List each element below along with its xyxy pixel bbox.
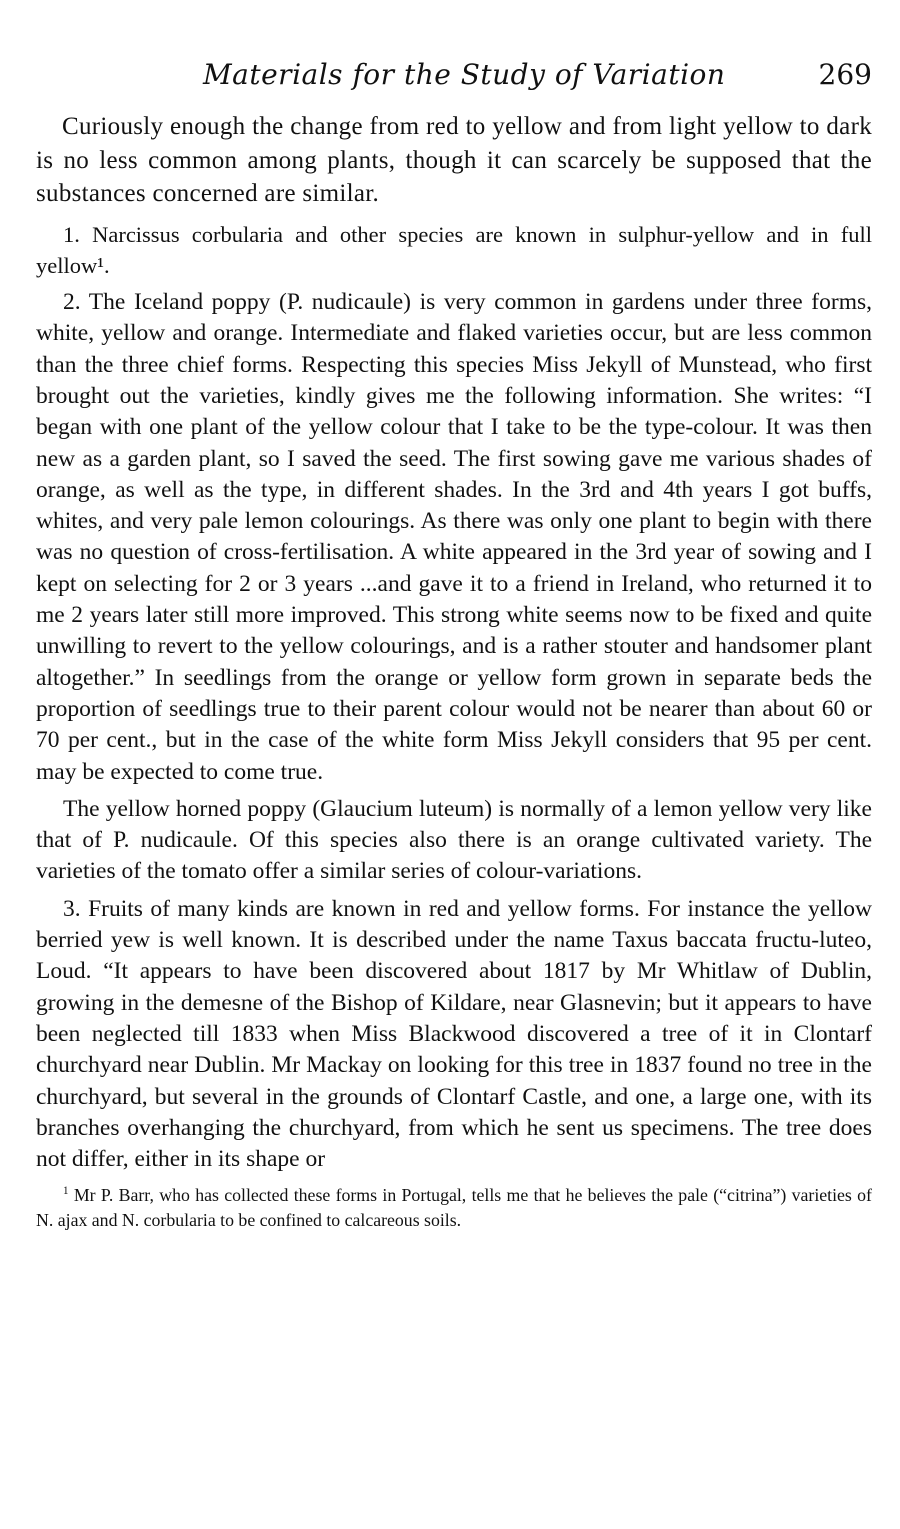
paragraph-2b: The yellow horned poppy (Glaucium luteum) is normally of a lemon yellow very like that of P. nudicaule. Of this species also there is an orange cultivated variety. The varieties of the tomato offer a similar series of colour-variations. [36, 795, 872, 885]
running-head [36, 58, 872, 110]
paragraph-1: 1. Narcissus corbularia and other species are known in sulphur-yellow and in full yellow¹. [36, 221, 872, 278]
page-number: 269 [818, 58, 872, 91]
footnote-text: Mr P. Barr, who has collected these forms in Portugal, tells me that he believes the pale (“citrina”) varieties of N. ajax and N. corbularia to be confined to calcareous soils. [36, 1185, 872, 1230]
paragraph-intro: Curiously enough the change from red to yellow and from light yellow to dark is no less common among plants, though it can scarcely be supposed that the substances concerned are similar. [36, 113, 872, 207]
footnote [36, 1183, 872, 1232]
paragraph-3: 3. Fruits of many kinds are known in red and yellow forms. For instance the yellow berried yew is well known. It is described under the name Taxus baccata fructu-luteo, Loud. “It appears to have been discovered about 1817 by Mr Whitlaw of Dublin, growing in the demesne of the Bishop of Kildare, near Glasnevin; but it appears to have been neglected till 1833 when Miss Blackwood discovered a tree of it in Clontarf churchyard near Dublin. Mr Mackay on looking for this tree in 1837 found no tree in the churchyard, but several in the grounds of Clontarf Castle, and one, a large one, with its branches overhanging the churchyard, from which he sent us specimens. The tree does not differ, either in its shape or [36, 895, 872, 1173]
body-text [36, 110, 872, 1175]
paragraph-2: 2. The Iceland poppy (P. nudicaule) is very common in gardens under three forms, white, yellow and orange. Intermediate and flaked varieties occur, but are less common than the three chief forms. Respecting this species Miss Jekyll of Munstead, who first brought out the varieties, kindly gives me the following information. She writes: “I began with one plant of the yellow colour that I take to be the type-colour. It was then new as a garden plant, so I saved the seed. The first sowing gave me various shades of orange, as well as the type, in different shades. In the 3rd and 4th years I got buffs, whites, and very pale lemon colourings. As there was only one plant to begin with there was no question of cross-fertilisation. A white appeared in the 3rd year of sowing and I kept on selecting for 2 or 3 years ...and gave it to a friend in Ireland, who returned it to me 2 years later still more improved. This strong white seems now to be fixed and quite unwilling to revert to the yellow colourings, and is a rather stouter and handsomer plant altogether.” In seedlings from the orange or yellow form grown in separate beds the proportion of seedlings true to their parent colour would not be nearer than about 60 or 70 per cent., but in the case of the white form Miss Jekyll considers that 95 per cent. may be expected to come true. [36, 289, 872, 785]
page [36, 58, 872, 1232]
running-title: Materials for the Study of Variation [203, 58, 726, 91]
footnote-marker: 1 [63, 1185, 69, 1198]
